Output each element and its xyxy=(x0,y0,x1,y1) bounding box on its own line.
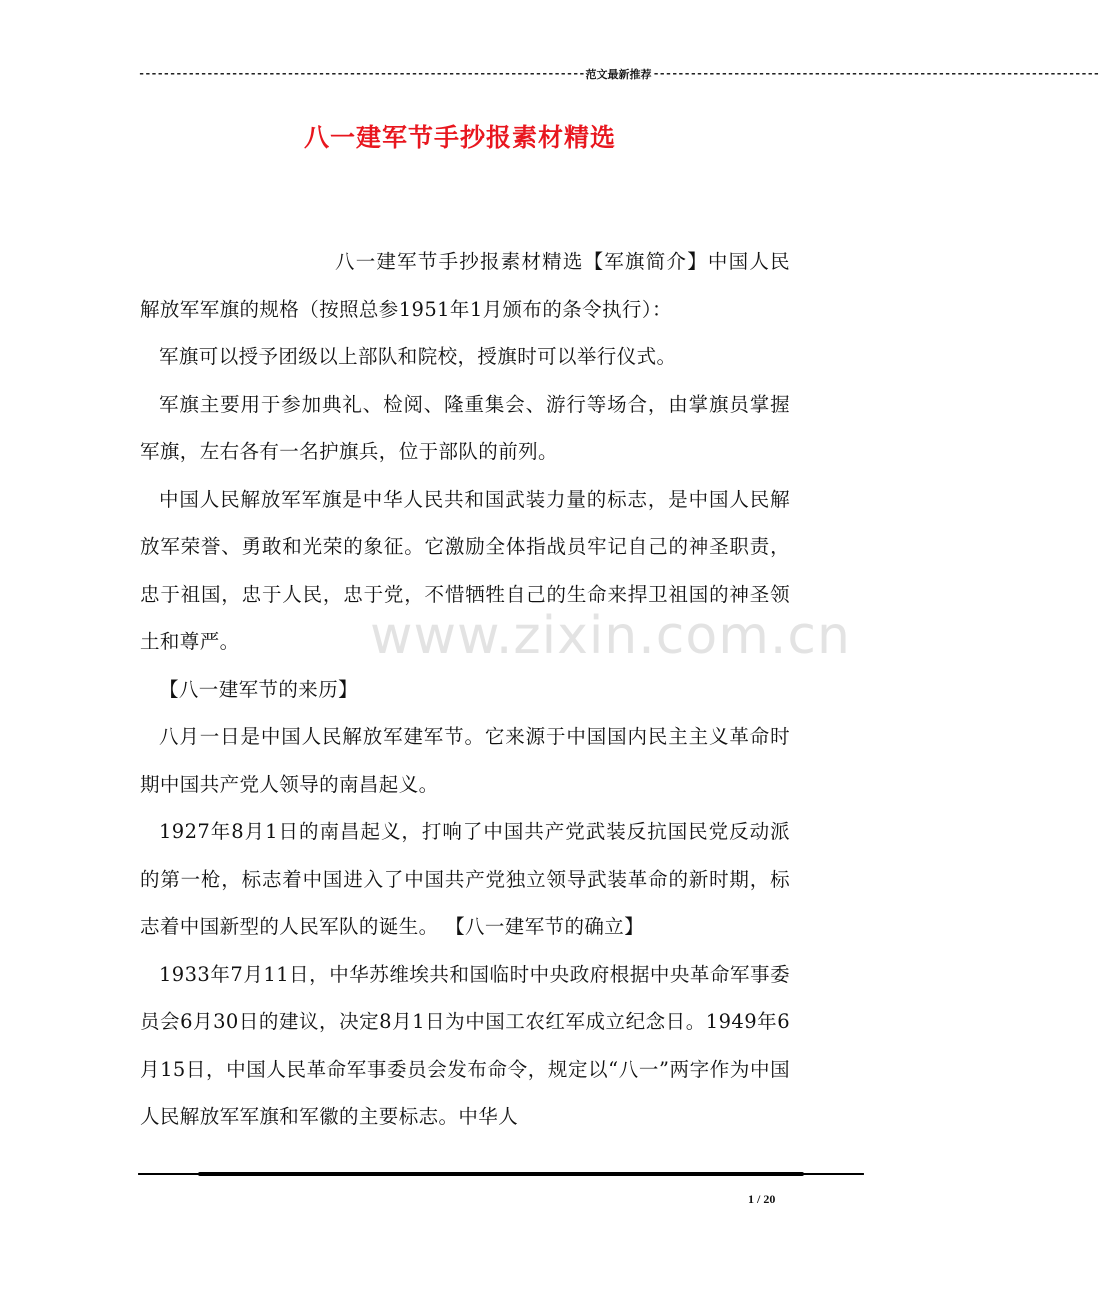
paragraph: 军旗主要用于参加典礼、检阅、隆重集会、游行等场合，由掌旗员掌握军旗，左右各有一名护旗兵，位于部队的前列。 xyxy=(140,392,790,463)
paragraph: 八一建军节手抄报素材精选【军旗简介】中国人民解放军军旗的规格（按照总参1951年1月颁布的条令执行）： xyxy=(140,250,790,321)
footer-rule xyxy=(138,1172,864,1176)
header-label: 范文最新推荐 xyxy=(585,68,652,81)
header-dashes-right: ------------------------------------------------------------------------ xyxy=(652,67,1099,81)
page-header xyxy=(138,66,1099,82)
section-heading: 【八一建军节的来历】 xyxy=(159,677,359,701)
paragraph: 军旗可以授予团级以上部队和院校，授旗时可以举行仪式。 xyxy=(159,345,677,368)
paragraph: 中国人民解放军军旗是中华人民共和国武装力量的标志，是中国人民解放军荣誉、勇敢和光荣的象征。它激励全体指战员牢记自己的神圣职责，忠于祖国，忠于人民，忠于党，不惜牺牲自己的生命来捍卫祖国的神圣领土和尊严。 xyxy=(140,487,790,653)
page-number: 1 / 20 xyxy=(748,1192,776,1206)
watermark: www.zixin.com.cn xyxy=(370,606,851,666)
paragraph: 1927年8月1日的南昌起义，打响了中国共产党武装反抗国民党反动派的第一枪，标志着中国进入了中国共产党独立领导武装革命的新时期，标志着中国新型的人民军队的诞生。 【八一建军节的确立】 xyxy=(140,820,790,938)
paragraph: 八月一日是中国人民解放军建军节。它来源于中国国内民主主义革命时期中国共产党人领导的南昌起义。 xyxy=(140,725,790,796)
header-dashes-left: ------------------------------------------------------------------------ xyxy=(138,67,585,81)
document-body xyxy=(140,238,790,1141)
paragraph: 1933年7月11日，中华苏维埃共和国临时中央政府根据中央革命军事委员会6月30日的建议，决定8月1日为中国工农红军成立纪念日。1949年6月15日，中国人民革命军事委员会发布命令，规定以“八一”两字作为中国人民解放军军旗和军徽的主要标志。中华人 xyxy=(140,962,790,1128)
document-title: 八一建军节手抄报素材精选 xyxy=(303,123,616,152)
